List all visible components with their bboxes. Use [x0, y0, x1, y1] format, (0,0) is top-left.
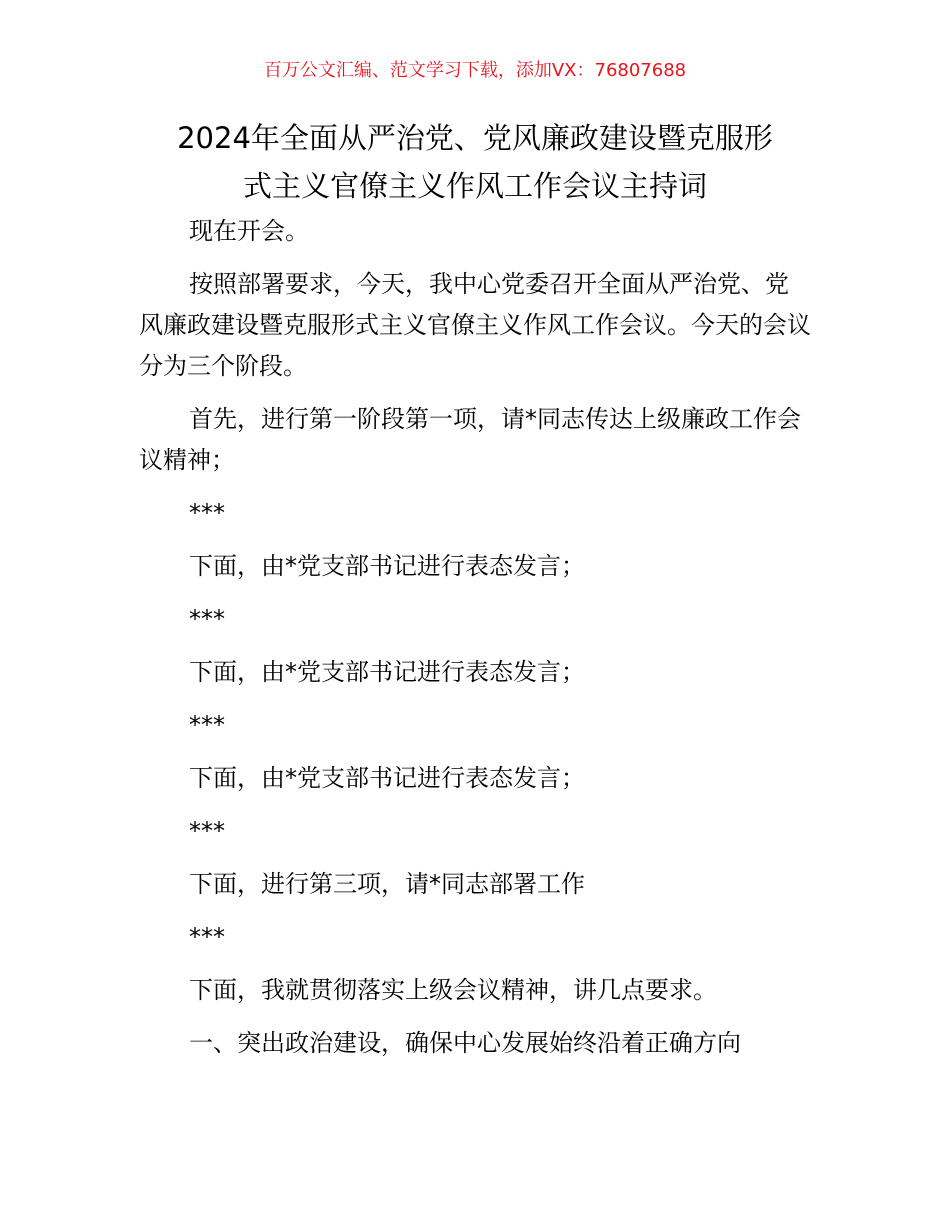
document-title: [130, 114, 820, 210]
paragraph-placeholder: ***: [189, 711, 225, 739]
title-line-1: 2024年全面从严治党、党风廉政建设暨克服形: [177, 121, 773, 155]
paragraph-stage-one: 首先，进行第一阶段第一项，请*同志传达上级廉政工作会议精神；: [139, 405, 801, 474]
section-heading-1: 一、突出政治建设，确保中心发展始终沿着正确方向: [189, 1029, 741, 1057]
paragraph-placeholder: ***: [189, 499, 225, 527]
header-note: 百万公文汇编、范文学习下载，添加VX：76807688: [263, 60, 687, 81]
paragraph-placeholder: ***: [189, 817, 225, 845]
paragraph-placeholder: ***: [189, 605, 225, 633]
paragraph-speech-2: 下面，由*党支部书记进行表态发言；: [189, 658, 585, 686]
paragraph-open-meeting: 现在开会。: [189, 217, 309, 245]
paragraph-requirements: 下面，我就贯彻落实上级会议精神，讲几点要求。: [189, 976, 717, 1004]
paragraph-speech-3: 下面，由*党支部书记进行表态发言；: [189, 764, 585, 792]
paragraph-speech-1: 下面，由*党支部书记进行表态发言；: [189, 552, 585, 580]
paragraph-stage-three: 下面，进行第三项，请*同志部署工作: [189, 870, 585, 898]
paragraph-intro: 按照部署要求，今天，我中心党委召开全面从严治党、党风廉政建设暨克服形式主义官僚主义作风工作会议。今天的会议分为三个阶段。: [139, 270, 811, 380]
document-body: [139, 211, 811, 1076]
paragraph-placeholder: ***: [189, 923, 225, 951]
title-line-2: 式主义官僚主义作风工作会议主持词: [242, 169, 707, 203]
